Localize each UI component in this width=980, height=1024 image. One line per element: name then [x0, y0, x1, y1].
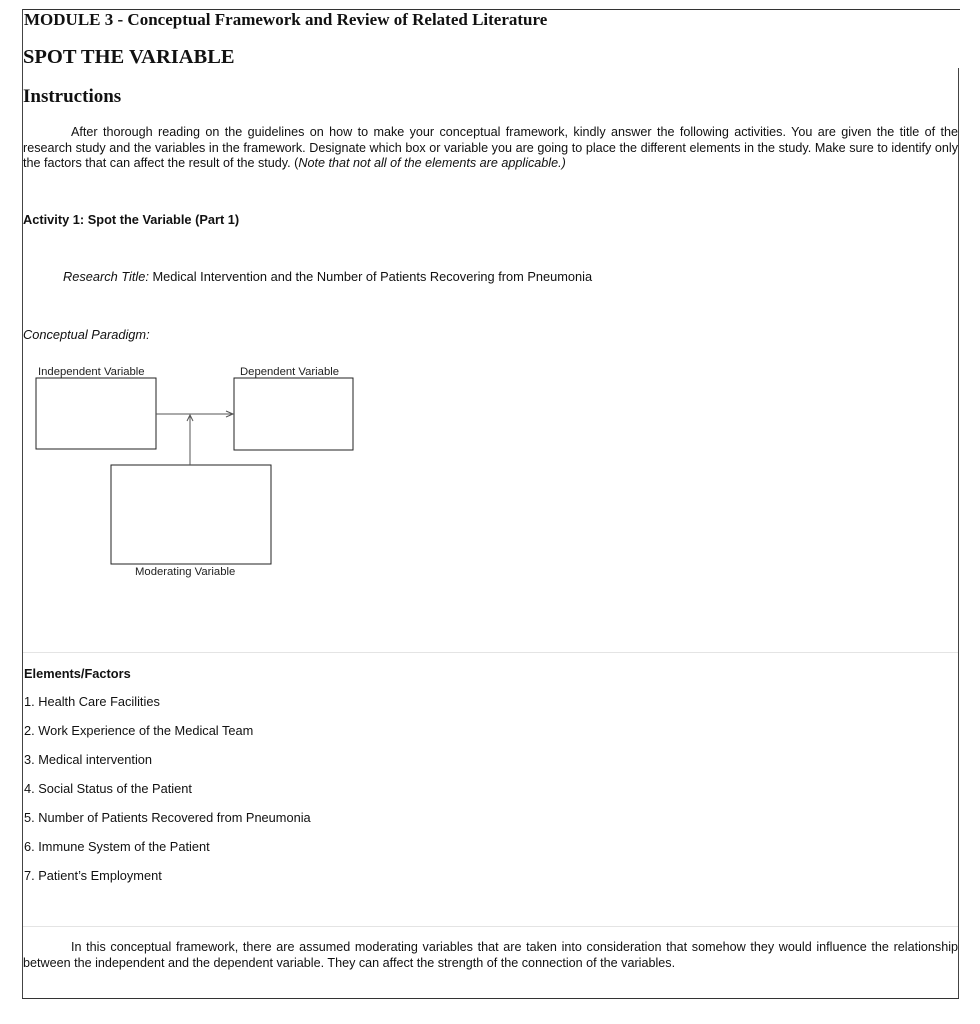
section-divider — [23, 926, 958, 927]
moderating-variable-label: Moderating Variable — [135, 566, 236, 578]
frame-bottom-line — [22, 998, 959, 999]
research-title-text: Medical Intervention and the Number of Patients Recovering from Pneumonia — [148, 269, 593, 284]
dependent-variable-box[interactable] — [234, 378, 353, 450]
closing-paragraph — [23, 940, 958, 971]
instructions-paragraph — [23, 125, 958, 172]
frame-right-line — [958, 68, 959, 999]
paradigm-label: Conceptual Paradigm: — [23, 327, 150, 342]
instructions-note: Note that not all of the elements are applicable.) — [298, 156, 566, 170]
elements-list — [24, 694, 311, 897]
instructions-heading: Instructions — [23, 86, 122, 107]
list-item: 3. Medical intervention — [24, 752, 153, 767]
research-title — [63, 269, 592, 284]
instructions-text: After thorough reading on the guidelines on how to make your conceptual framework, kindly answer the following activities. You are given the title of the research study and the variables in the framework. Designate which box or variable you are going to place the different elements in the study. Make sure to identify only the factors that can affect the result of the study. ( — [23, 125, 958, 170]
list-item: 4. Social Status of the Patient — [24, 781, 192, 796]
independent-variable-box[interactable] — [36, 378, 156, 449]
page-title: SPOT THE VARIABLE — [23, 46, 235, 68]
list-item: 7. Patient’s Employment — [24, 868, 162, 883]
module-title: MODULE 3 - Conceptual Framework and Review of Related Literature — [24, 10, 548, 29]
elements-heading: Elements/Factors — [24, 666, 131, 681]
activity-title: Activity 1: Spot the Variable (Part 1) — [23, 212, 240, 227]
list-item: 5. Number of Patients Recovered from Pneumonia — [24, 810, 311, 825]
section-divider — [23, 652, 958, 653]
closing-text: In this conceptual framework, there are assumed moderating variables that are taken into consideration that somehow they would influence the relationship between the independent and the dependent variable. They can affect the strength of the connection of the variables. — [23, 940, 958, 970]
moderating-variable-box[interactable] — [111, 465, 271, 564]
list-item: 6. Immune System of the Patient — [24, 839, 210, 854]
conceptual-paradigm-diagram — [30, 360, 370, 590]
independent-variable-label: Independent Variable — [38, 366, 145, 378]
list-item: 2. Work Experience of the Medical Team — [24, 723, 254, 738]
list-item: 1. Health Care Facilities — [24, 694, 160, 709]
research-title-label: Research Title: — [63, 269, 149, 284]
dependent-variable-label: Dependent Variable — [240, 366, 340, 378]
